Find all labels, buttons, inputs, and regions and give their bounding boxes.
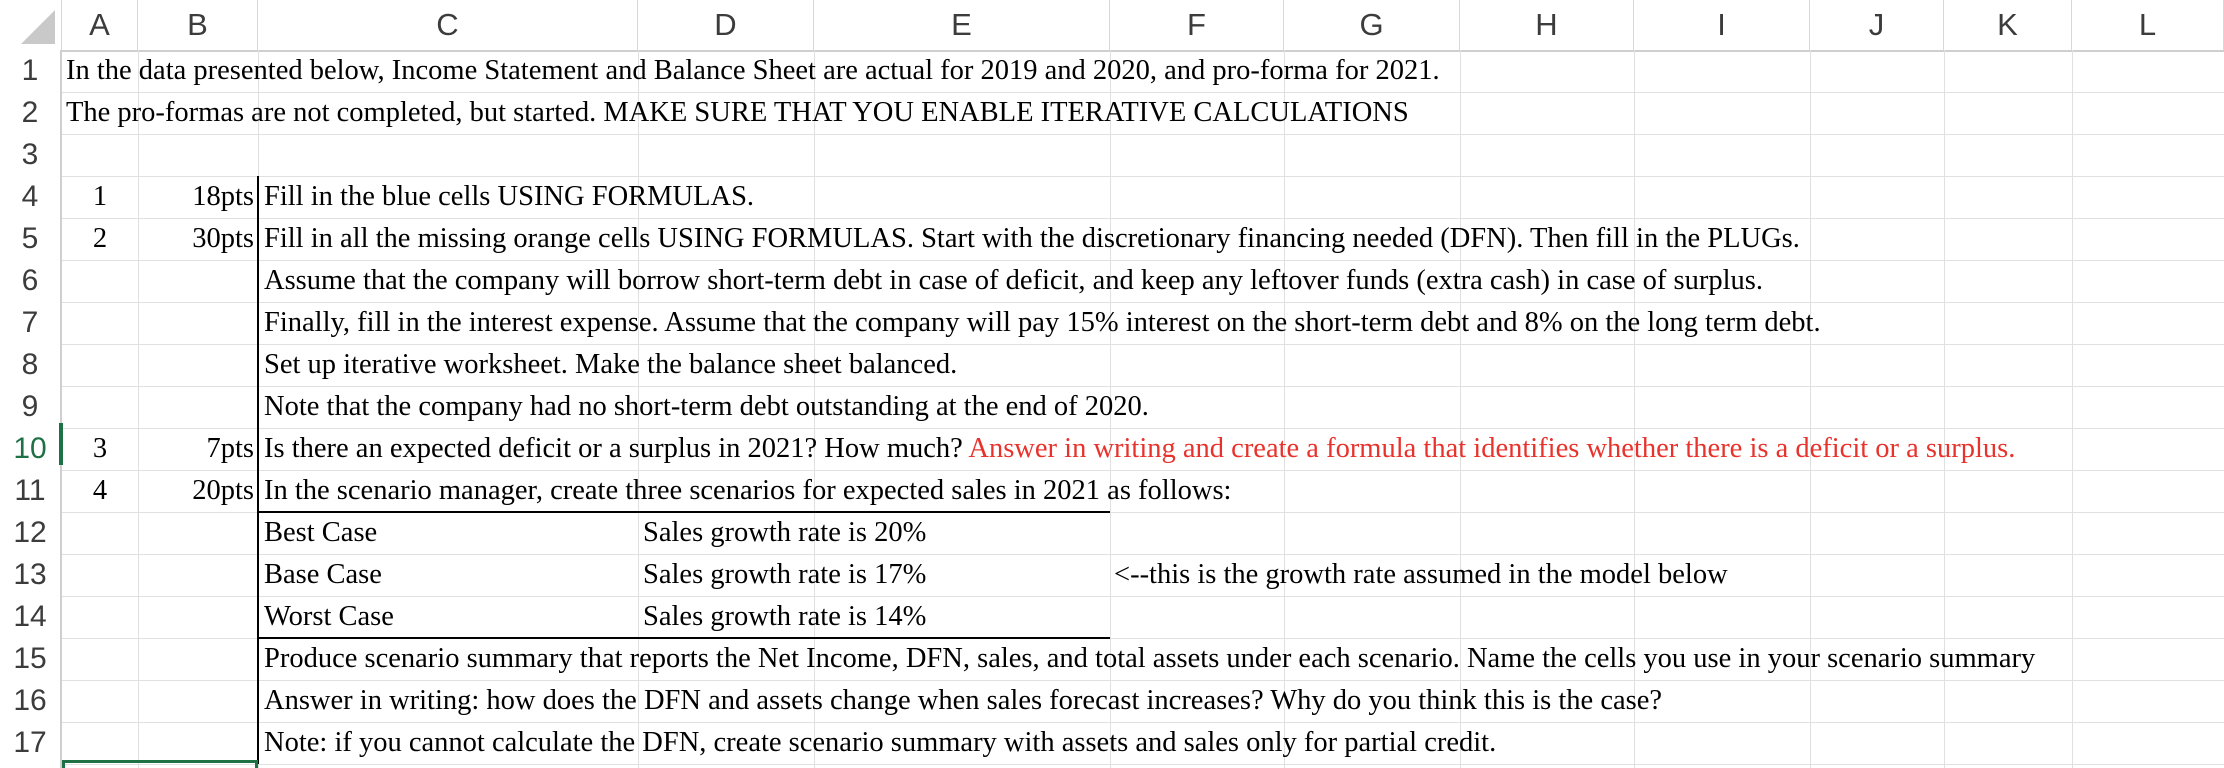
row-header-7[interactable]: 7 xyxy=(0,302,62,344)
border-left-c xyxy=(257,176,259,764)
row-header-6[interactable]: 6 xyxy=(0,260,62,302)
column-header-i[interactable]: I xyxy=(1634,0,1810,50)
question-text: Is there an expected deficit or a surplus in 2021? How much? xyxy=(264,433,963,464)
cell-c11[interactable]: In the scenario manager, create three scenarios for expected sales in 2021 as follows: xyxy=(264,475,1232,506)
row-header-16[interactable]: 16 xyxy=(0,680,62,722)
scenario-table-bottom-border xyxy=(258,637,1110,639)
cell-c16[interactable]: Answer in writing: how does the DFN and assets change when sales forecast increases? Why do you think this is the case? xyxy=(264,685,1663,716)
cell-d14[interactable]: Sales growth rate is 14% xyxy=(643,601,927,632)
row-header-14[interactable]: 14 xyxy=(0,596,62,638)
column-header-d[interactable]: D xyxy=(638,0,814,50)
row-header-2[interactable]: 2 xyxy=(0,92,62,134)
column-header-a[interactable]: A xyxy=(62,0,138,50)
column-header-c[interactable]: C xyxy=(258,0,638,50)
row-header-11[interactable]: 11 xyxy=(0,470,62,512)
cell-b5[interactable]: 30pts xyxy=(192,223,254,254)
cell-a10[interactable]: 3 xyxy=(92,433,108,464)
cell-c17[interactable]: Note: if you cannot calculate the DFN, create scenario summary with assets and sales only for partial credit. xyxy=(264,727,1497,758)
active-cell-selection[interactable] xyxy=(62,760,258,768)
cell-c10[interactable] xyxy=(264,428,2015,470)
column-header-j[interactable]: J xyxy=(1810,0,1944,50)
row-header-13[interactable]: 13 xyxy=(0,554,62,596)
cell-c12[interactable]: Best Case xyxy=(264,517,378,548)
cell-c5[interactable]: Fill in all the missing orange cells USING FORMULAS. Start with the discretionary financing needed (DFN). Then fill in the PLUGs. xyxy=(264,223,1800,254)
row-header-10[interactable]: 10 xyxy=(0,428,62,470)
column-header-k[interactable]: K xyxy=(1944,0,2072,50)
column-header-e[interactable]: E xyxy=(814,0,1110,50)
cell-c15[interactable]: Produce scenario summary that reports the Net Income, DFN, sales, and total assets under each scenario. Name the cells you use in your scenario summary xyxy=(264,643,2036,674)
row-header-1[interactable]: 1 xyxy=(0,50,62,92)
scenario-table-top-border xyxy=(258,511,1110,513)
row-header-17[interactable]: 17 xyxy=(0,722,62,764)
row-header-15[interactable]: 15 xyxy=(0,638,62,680)
row-header-9[interactable]: 9 xyxy=(0,386,62,428)
cell-f13[interactable]: <--this is the growth rate assumed in the model below xyxy=(1114,559,1728,590)
select-all-corner[interactable] xyxy=(0,0,62,50)
row-header-5[interactable]: 5 xyxy=(0,218,62,260)
row-header-18[interactable] xyxy=(0,764,62,768)
cell-c7[interactable]: Finally, fill in the interest expense. Assume that the company will pay 15% interest on the short-term debt and 8% on the long term debt. xyxy=(264,307,1821,338)
cell-c13[interactable]: Base Case xyxy=(264,559,382,590)
cell-c8[interactable]: Set up iterative worksheet. Make the balance sheet balanced. xyxy=(264,349,958,380)
row-header-12[interactable]: 12 xyxy=(0,512,62,554)
cell-a11[interactable]: 4 xyxy=(92,475,108,506)
cell-a1[interactable]: In the data presented below, Income Statement and Balance Sheet are actual for 2019 and 2020, and pro-forma for 2021. xyxy=(66,55,1440,86)
cell-b4[interactable]: 18pts xyxy=(192,181,254,212)
column-header-b[interactable]: B xyxy=(138,0,258,50)
row-header-4[interactable]: 4 xyxy=(0,176,62,218)
cell-c9[interactable]: Note that the company had no short-term debt outstanding at the end of 2020. xyxy=(264,391,1149,422)
row-header-8[interactable]: 8 xyxy=(0,344,62,386)
cell-a2[interactable]: The pro-formas are not completed, but started. MAKE SURE THAT YOU ENABLE ITERATIVE CALCULATIONS xyxy=(66,97,1409,128)
cell-d13[interactable]: Sales growth rate is 17% xyxy=(643,559,927,590)
column-header-bar xyxy=(0,0,2224,52)
column-header-h[interactable]: H xyxy=(1460,0,1634,50)
row-header-3[interactable]: 3 xyxy=(0,134,62,176)
cell-c4[interactable]: Fill in the blue cells USING FORMULAS. xyxy=(264,181,755,212)
cell-c6[interactable]: Assume that the company will borrow short-term debt in case of deficit, and keep any leftover funds (extra cash) in case of surplus. xyxy=(264,265,1763,296)
cell-a5[interactable]: 2 xyxy=(92,223,108,254)
column-header-l[interactable]: L xyxy=(2072,0,2224,50)
cell-b11[interactable]: 20pts xyxy=(192,475,254,506)
column-header-f[interactable]: F xyxy=(1110,0,1284,50)
cell-d12[interactable]: Sales growth rate is 20% xyxy=(643,517,927,548)
cell-c14[interactable]: Worst Case xyxy=(264,601,394,632)
cell-a4[interactable]: 1 xyxy=(92,181,108,212)
cell-b10[interactable]: 7pts xyxy=(206,433,254,464)
column-header-g[interactable]: G xyxy=(1284,0,1460,50)
red-instruction-text: Answer in writing and create a formula that identifies whether there is a deficit or a surplus. xyxy=(968,433,2016,464)
